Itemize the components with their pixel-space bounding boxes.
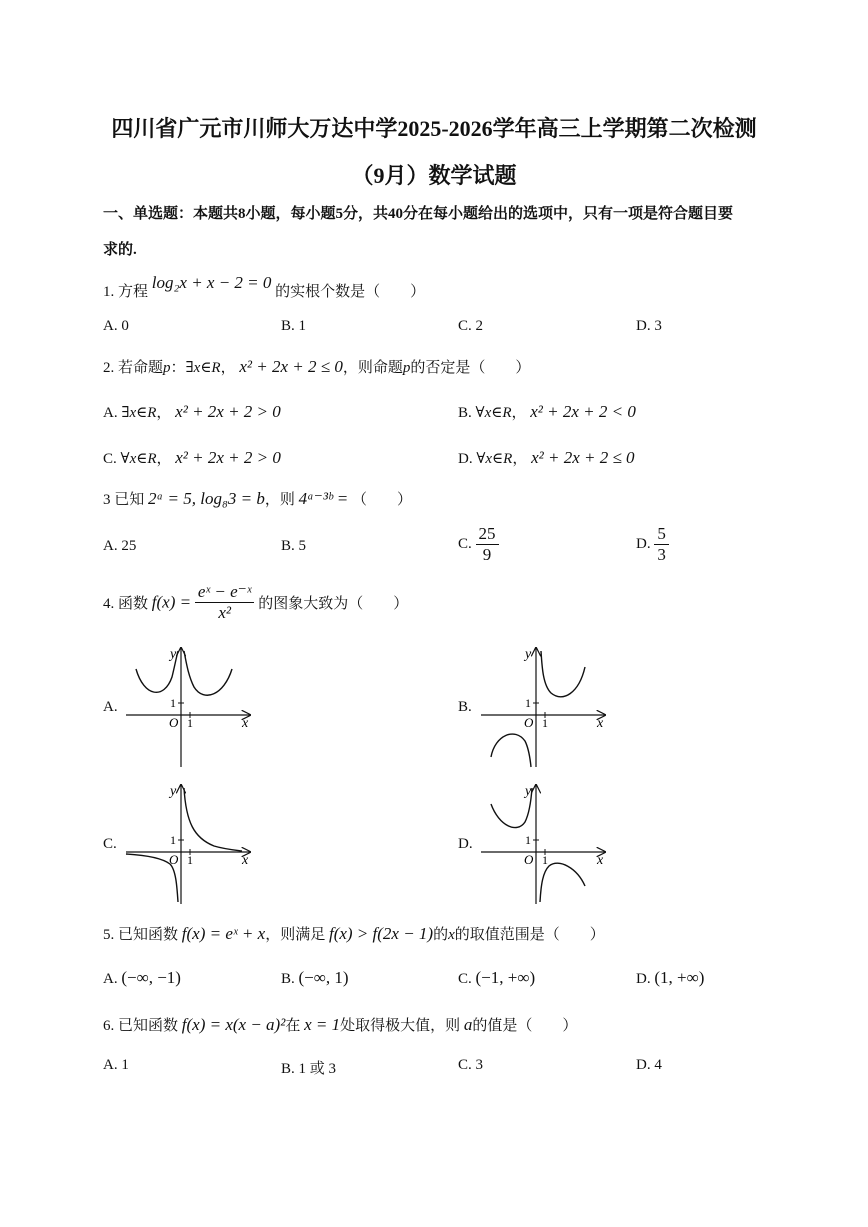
question-2-prefix: 2. 若命题	[103, 360, 164, 376]
label-x-one: 1	[542, 716, 548, 730]
question-3-mid: ，则	[264, 492, 295, 508]
curve-right	[540, 863, 585, 902]
label-y: y	[170, 784, 177, 799]
question-4	[103, 582, 408, 623]
question-3-option-d[interactable]	[636, 524, 669, 565]
label-x: x	[242, 716, 249, 731]
graph-b	[479, 645, 615, 770]
question-5-prefix: 5. 已知函数	[103, 927, 179, 943]
question-3-suffix: （ ）	[352, 492, 413, 508]
question-6-at: x = 1	[304, 1015, 341, 1034]
curve-right	[184, 788, 242, 851]
question-6-a: a	[463, 1015, 473, 1034]
question-1-option-a[interactable]: A. 0	[103, 318, 129, 334]
option-label: C.	[103, 451, 117, 467]
label-origin: O	[169, 852, 179, 867]
fraction-denominator: x²	[218, 603, 231, 622]
question-3-given: 2ᵃ = 5, log₈3 = b	[148, 489, 265, 508]
label-y: y	[525, 647, 532, 662]
question-6-option-b[interactable]: B. 1 或 3	[281, 1061, 337, 1077]
question-6-definition: f(x) = x(x − a)²	[181, 1015, 286, 1034]
label-y: y	[170, 647, 177, 662]
question-5-option-d[interactable]	[636, 968, 704, 988]
option-expression: (−∞, −1)	[121, 968, 181, 987]
question-5	[103, 923, 605, 944]
option-quantifier: ∀x∈R	[120, 451, 157, 467]
fraction-denominator: 9	[482, 545, 492, 564]
option-expression: (−∞, 1)	[298, 968, 349, 987]
question-2-comma: ，	[220, 360, 236, 376]
question-5-mid: ，则满足	[265, 927, 326, 943]
question-3-option-b[interactable]: B. 5	[281, 538, 307, 554]
curve-right	[541, 651, 585, 697]
curve-left	[491, 734, 531, 767]
question-5-inequality: f(x) > f(2x − 1)	[328, 924, 434, 943]
question-5-mid-2: 的	[433, 927, 449, 943]
fraction-numerator: 25	[476, 524, 499, 545]
question-6-suffix: 的值是（ ）	[472, 1018, 578, 1034]
option-quantifier: ∃x∈R	[121, 405, 157, 421]
fraction-numerator: 5	[654, 524, 669, 545]
label-origin: O	[169, 715, 179, 730]
question-1-option-b[interactable]: B. 1	[281, 318, 307, 334]
fraction-numerator: eˣ − e⁻ˣ	[195, 582, 255, 603]
question-4-option-a[interactable]: A.	[103, 699, 118, 715]
option-label: C.	[458, 536, 472, 552]
question-6-prefix: 6. 已知函数	[103, 1018, 179, 1034]
question-3-target: 4ᵃ⁻³ᵇ =	[298, 489, 349, 508]
question-3-prefix: 3 已知	[103, 492, 145, 508]
graph-a	[124, 645, 260, 770]
question-1-option-c[interactable]: C. 2	[458, 318, 484, 334]
option-label: B.	[458, 405, 472, 421]
label-x-one: 1	[542, 853, 548, 867]
question-2-p: p	[163, 360, 171, 376]
label-x-one: 1	[187, 853, 193, 867]
question-1-option-d[interactable]: D. 3	[636, 318, 662, 334]
section-header-line-1: 一、单选题：本题共8小题，每小题5分，共40分在每小题给出的选项中，只有一项是符合题目要	[103, 206, 734, 222]
label-x-one: 1	[187, 716, 193, 730]
question-1-suffix: 的实根个数是（ ）	[275, 284, 426, 300]
label-x: x	[242, 853, 249, 868]
label-x: x	[597, 853, 604, 868]
question-6-mid-2: 处取得极大值，则	[340, 1018, 461, 1034]
label-y-one: 1	[525, 833, 531, 847]
question-3-option-a[interactable]: A. 25	[103, 538, 137, 554]
option-expression: (−1, +∞)	[475, 968, 536, 987]
option-label: D.	[636, 536, 651, 552]
question-2-option-d[interactable]: D. ∀x∈R， x² + 2x + 2 ≤ 0	[458, 448, 635, 467]
question-1-prefix: 1. 方程	[103, 284, 149, 300]
question-3	[103, 488, 412, 509]
question-4-fx: f(x) =	[151, 592, 192, 612]
question-1-formula: log₂x + x − 2 = 0	[151, 273, 272, 292]
option-expression: (1, +∞)	[654, 968, 705, 987]
question-2-inequality: x² + 2x + 2 ≤ 0	[239, 357, 343, 376]
option-fraction	[476, 524, 499, 565]
curve-right	[184, 651, 232, 695]
title-line-1: 四川省广元市川师大万达中学2025-2026学年高三上学期第二次检测	[111, 116, 757, 141]
question-2-p-2: p	[402, 360, 411, 376]
question-2-exists: ∃x∈R	[185, 360, 221, 376]
section-header-line-2: 求的.	[103, 242, 137, 258]
graph-c	[124, 782, 260, 907]
question-3-option-c[interactable]	[458, 524, 499, 565]
question-6-option-a[interactable]: A. 1	[103, 1057, 129, 1073]
question-2-option-b[interactable]: B. ∀x∈R， x² + 2x + 2 < 0	[458, 402, 636, 421]
question-4-option-d[interactable]: D.	[458, 836, 473, 852]
graph-d	[479, 782, 615, 907]
question-6-option-d[interactable]: D. 4	[636, 1057, 662, 1073]
question-6-option-c[interactable]: C. 3	[458, 1057, 484, 1073]
question-4-prefix: 4. 函数	[103, 596, 149, 612]
option-expression: x² + 2x + 2 > 0	[175, 448, 281, 467]
option-expression: x² + 2x + 2 ≤ 0	[531, 448, 635, 467]
question-5-option-b[interactable]	[281, 968, 349, 988]
question-2-suffix: 的否定是（ ）	[410, 360, 531, 376]
question-5-option-c[interactable]	[458, 968, 535, 988]
question-6	[103, 1014, 577, 1035]
question-4-suffix: 的图象大致为（ ）	[258, 596, 409, 612]
question-2-option-c[interactable]: C. ∀x∈R， x² + 2x + 2 > 0	[103, 448, 281, 467]
question-4-option-b[interactable]: B.	[458, 699, 472, 715]
option-label: A.	[103, 405, 118, 421]
option-label: A.	[103, 971, 118, 987]
label-y: y	[525, 784, 532, 799]
option-label: C.	[458, 971, 472, 987]
question-1	[103, 273, 426, 301]
option-label: B.	[281, 971, 295, 987]
question-5-x: x	[448, 927, 455, 943]
option-fraction	[654, 524, 669, 565]
question-5-option-a[interactable]	[103, 968, 181, 988]
option-expression: x² + 2x + 2 > 0	[175, 402, 281, 421]
label-y-one: 1	[170, 696, 176, 710]
option-expression: x² + 2x + 2 < 0	[530, 402, 636, 421]
option-quantifier: ∀x∈R	[476, 451, 513, 467]
title-line-2: （9月）数学试题	[351, 163, 517, 188]
question-4-option-c[interactable]: C.	[103, 836, 117, 852]
label-origin: O	[524, 715, 534, 730]
question-2-colon: ：	[170, 360, 186, 376]
option-quantifier: ∀x∈R	[475, 405, 512, 421]
question-2	[103, 356, 530, 377]
question-5-definition: f(x) = eˣ + x	[181, 924, 266, 943]
label-y-one: 1	[525, 696, 531, 710]
option-label: D.	[458, 451, 473, 467]
question-4-fraction	[195, 582, 255, 623]
fraction-denominator: 3	[657, 545, 666, 564]
label-x: x	[597, 716, 604, 731]
label-origin: O	[524, 852, 534, 867]
option-label: D.	[636, 971, 651, 987]
question-5-suffix: 的取值范围是（ ）	[454, 927, 605, 943]
question-6-mid: 在	[285, 1018, 301, 1034]
label-y-one: 1	[170, 833, 176, 847]
question-2-mid: ，则命题	[342, 360, 403, 376]
question-2-option-a[interactable]: A. ∃x∈R， x² + 2x + 2 > 0	[103, 402, 281, 421]
